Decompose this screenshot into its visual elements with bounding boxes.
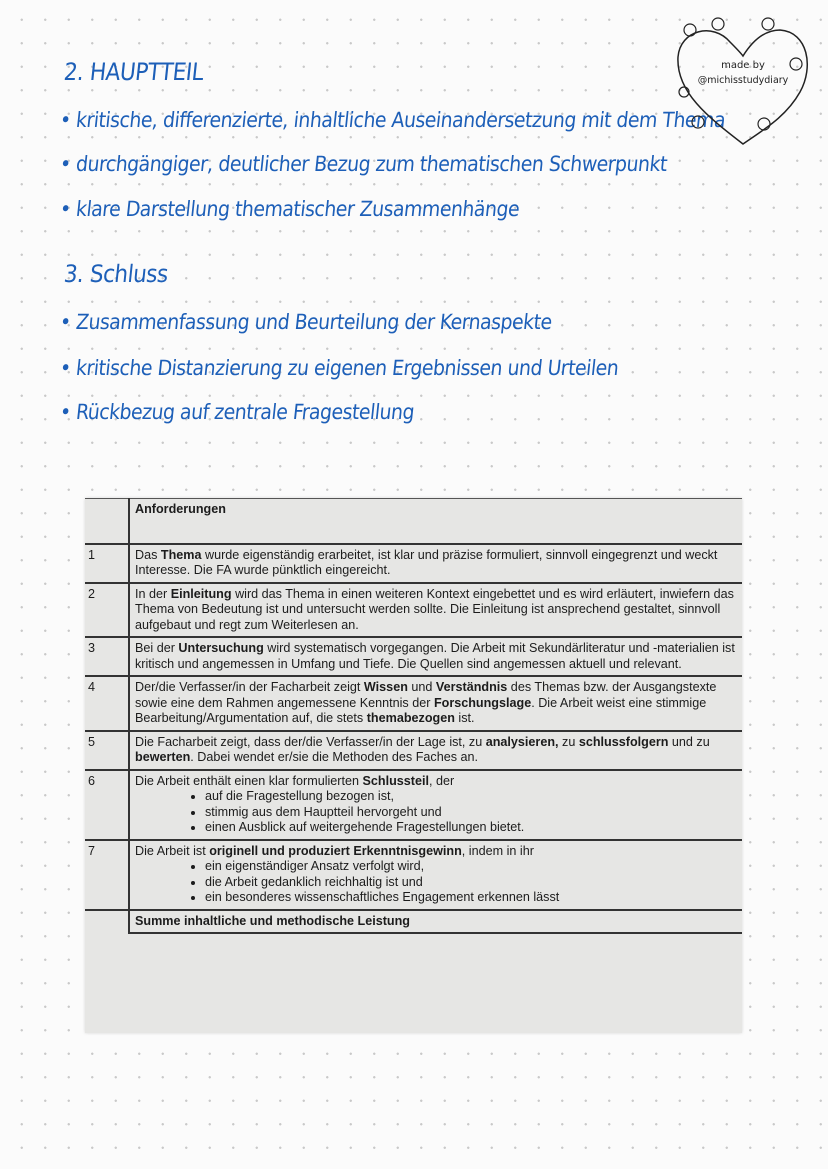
text-segment: Das	[135, 547, 161, 562]
text-segment: Bei der	[135, 641, 179, 655]
header-cell	[129, 499, 742, 544]
text-segment: Die Facharbeit zeigt, dass der/die Verfasser/in der Lage ist, zu	[135, 734, 486, 749]
requirement-text	[129, 637, 742, 676]
requirements-table	[85, 498, 742, 934]
section-2-title: 2. HAUPTTEIL	[62, 58, 205, 86]
text-segment: und	[407, 680, 436, 694]
table-row	[85, 770, 742, 840]
text-segment: Die Arbeit ist	[135, 843, 210, 858]
row-number: 1	[85, 544, 129, 583]
bold-term: Forschungslage	[433, 695, 532, 710]
table-row	[85, 676, 742, 731]
section-3-bullet: • Zusammenfassung und Beurteilung der Kernaspekte	[58, 310, 554, 334]
bold-term: Untersuchung	[178, 641, 264, 655]
requirement-text	[129, 676, 742, 731]
row-number: 5	[85, 731, 129, 770]
footer-number-cell	[85, 910, 129, 934]
number-header-cell	[85, 499, 129, 544]
text-segment: wurde eigenständig erarbeitet, ist klar und präzise formuliert, sinnvoll eingegrenzt und weckt Interesse. Die FA wurde pünktlich eingereicht.	[135, 547, 718, 577]
watermark-text: made by	[721, 60, 765, 71]
bullet-item: • einen Ausblick auf weitergehende Fragestellungen bietet.	[205, 820, 738, 836]
text-segment: . Dabei wendet er/sie die Methoden des Faches an.	[190, 750, 479, 764]
table-row	[85, 731, 742, 770]
row-number: 4	[85, 676, 129, 731]
requirement-bullets	[135, 789, 738, 836]
footer-label: Summe inhaltliche und methodische Leistung	[135, 913, 410, 928]
text-segment: , der	[429, 773, 455, 788]
text-segment: . Die Arbeit weist eine stimmige Bearbeitung/Argumentation auf, die stets	[135, 695, 707, 725]
bold-term: Einleitung	[170, 586, 232, 601]
bold-term: Wissen	[363, 680, 408, 694]
bold-term: originell und produziert Erkenntnisgewinn	[209, 843, 462, 858]
requirement-text	[129, 583, 742, 638]
row-number: 2	[85, 583, 129, 638]
section-2-bullet: • klare Darstellung thematischer Zusammenhänge	[58, 197, 521, 221]
requirement-text	[129, 731, 742, 770]
text-segment: wird das Thema in einen weiteren Kontext eingebettet und es wird erläutert, inwiefern das Thema von Bedeutung ist und untersucht werden sollte. Die Einleitung ist ansprechend gestaltet, sinnvoll aufgebaut und regt zum Weiterlesen an.	[135, 586, 734, 632]
text-segment: ist.	[454, 711, 475, 725]
section-2-bullet: • kritische, differenzierte, inhaltliche Auseinandersetzung mit dem Thema	[58, 108, 727, 132]
bullet-item: • auf die Fragestellung bezogen ist,	[205, 789, 738, 805]
watermark-handle: @michisstudydiary	[697, 75, 789, 86]
table-row	[85, 840, 742, 910]
text-segment: In der	[135, 586, 171, 601]
text-segment: wird systematisch vorgegangen. Die Arbeit mit Sekundärliteratur und -materialien ist kritisch und angemessen in Umfang und Tiefe. Die Quellen sind angemessen aktuell und relevant.	[135, 641, 735, 671]
row-number: 7	[85, 840, 129, 910]
text-segment: , indem in ihr	[461, 843, 534, 858]
table-footer-row	[85, 910, 742, 934]
bold-term: bewerten	[135, 750, 191, 764]
requirement-text	[129, 544, 742, 583]
text-segment: und zu	[668, 734, 710, 749]
text-segment: des Themas bzw. der Ausgangstexte sowie eine dem Rahmen angemessene Kenntnis der	[135, 680, 717, 710]
bold-term: Thema	[160, 547, 202, 562]
bold-term: themabezogen	[366, 711, 455, 725]
text-segment: Der/die Verfasser/in der Facharbeit zeigt	[135, 680, 364, 694]
bold-term: schlussfolgern	[578, 734, 669, 749]
section-3-bullet: • kritische Distanzierung zu eigenen Ergebnissen und Urteilen	[58, 356, 620, 380]
section-3-title: 3. Schluss	[62, 260, 170, 288]
requirement-text	[129, 770, 742, 840]
table-row	[85, 544, 742, 583]
table-header-row	[85, 499, 742, 544]
bold-term: Schlussteil	[362, 773, 430, 788]
bullet-item: • die Arbeit gedanklich reichhaltig ist und	[205, 875, 738, 891]
text-segment: Die Arbeit enthält einen klar formulierten	[135, 773, 363, 788]
section-2-bullet: • durchgängiger, deutlicher Bezug zum thematischen Schwerpunkt	[58, 152, 669, 176]
bold-term: Verständnis	[435, 680, 508, 694]
requirements-table-photo	[85, 498, 742, 1033]
bullet-item: • ein besonderes wissenschaftliches Engagement erkennen lässt	[205, 890, 738, 906]
section-3-bullet: • Rückbezug auf zentrale Fragestellung	[58, 400, 416, 424]
table-row	[85, 637, 742, 676]
text-segment: zu	[558, 734, 579, 749]
bold-term: analysieren,	[485, 734, 559, 749]
header-label: Anforderungen	[135, 502, 226, 516]
row-number: 3	[85, 637, 129, 676]
bullet-item: • ein eigenständiger Ansatz verfolgt wird,	[205, 859, 738, 875]
requirement-bullets	[135, 859, 738, 906]
watermark-heart	[668, 12, 818, 152]
footer-cell	[129, 910, 742, 934]
row-number: 6	[85, 770, 129, 840]
table-row	[85, 583, 742, 638]
requirement-text	[129, 840, 742, 910]
bullet-item: • stimmig aus dem Hauptteil hervorgeht und	[205, 805, 738, 821]
